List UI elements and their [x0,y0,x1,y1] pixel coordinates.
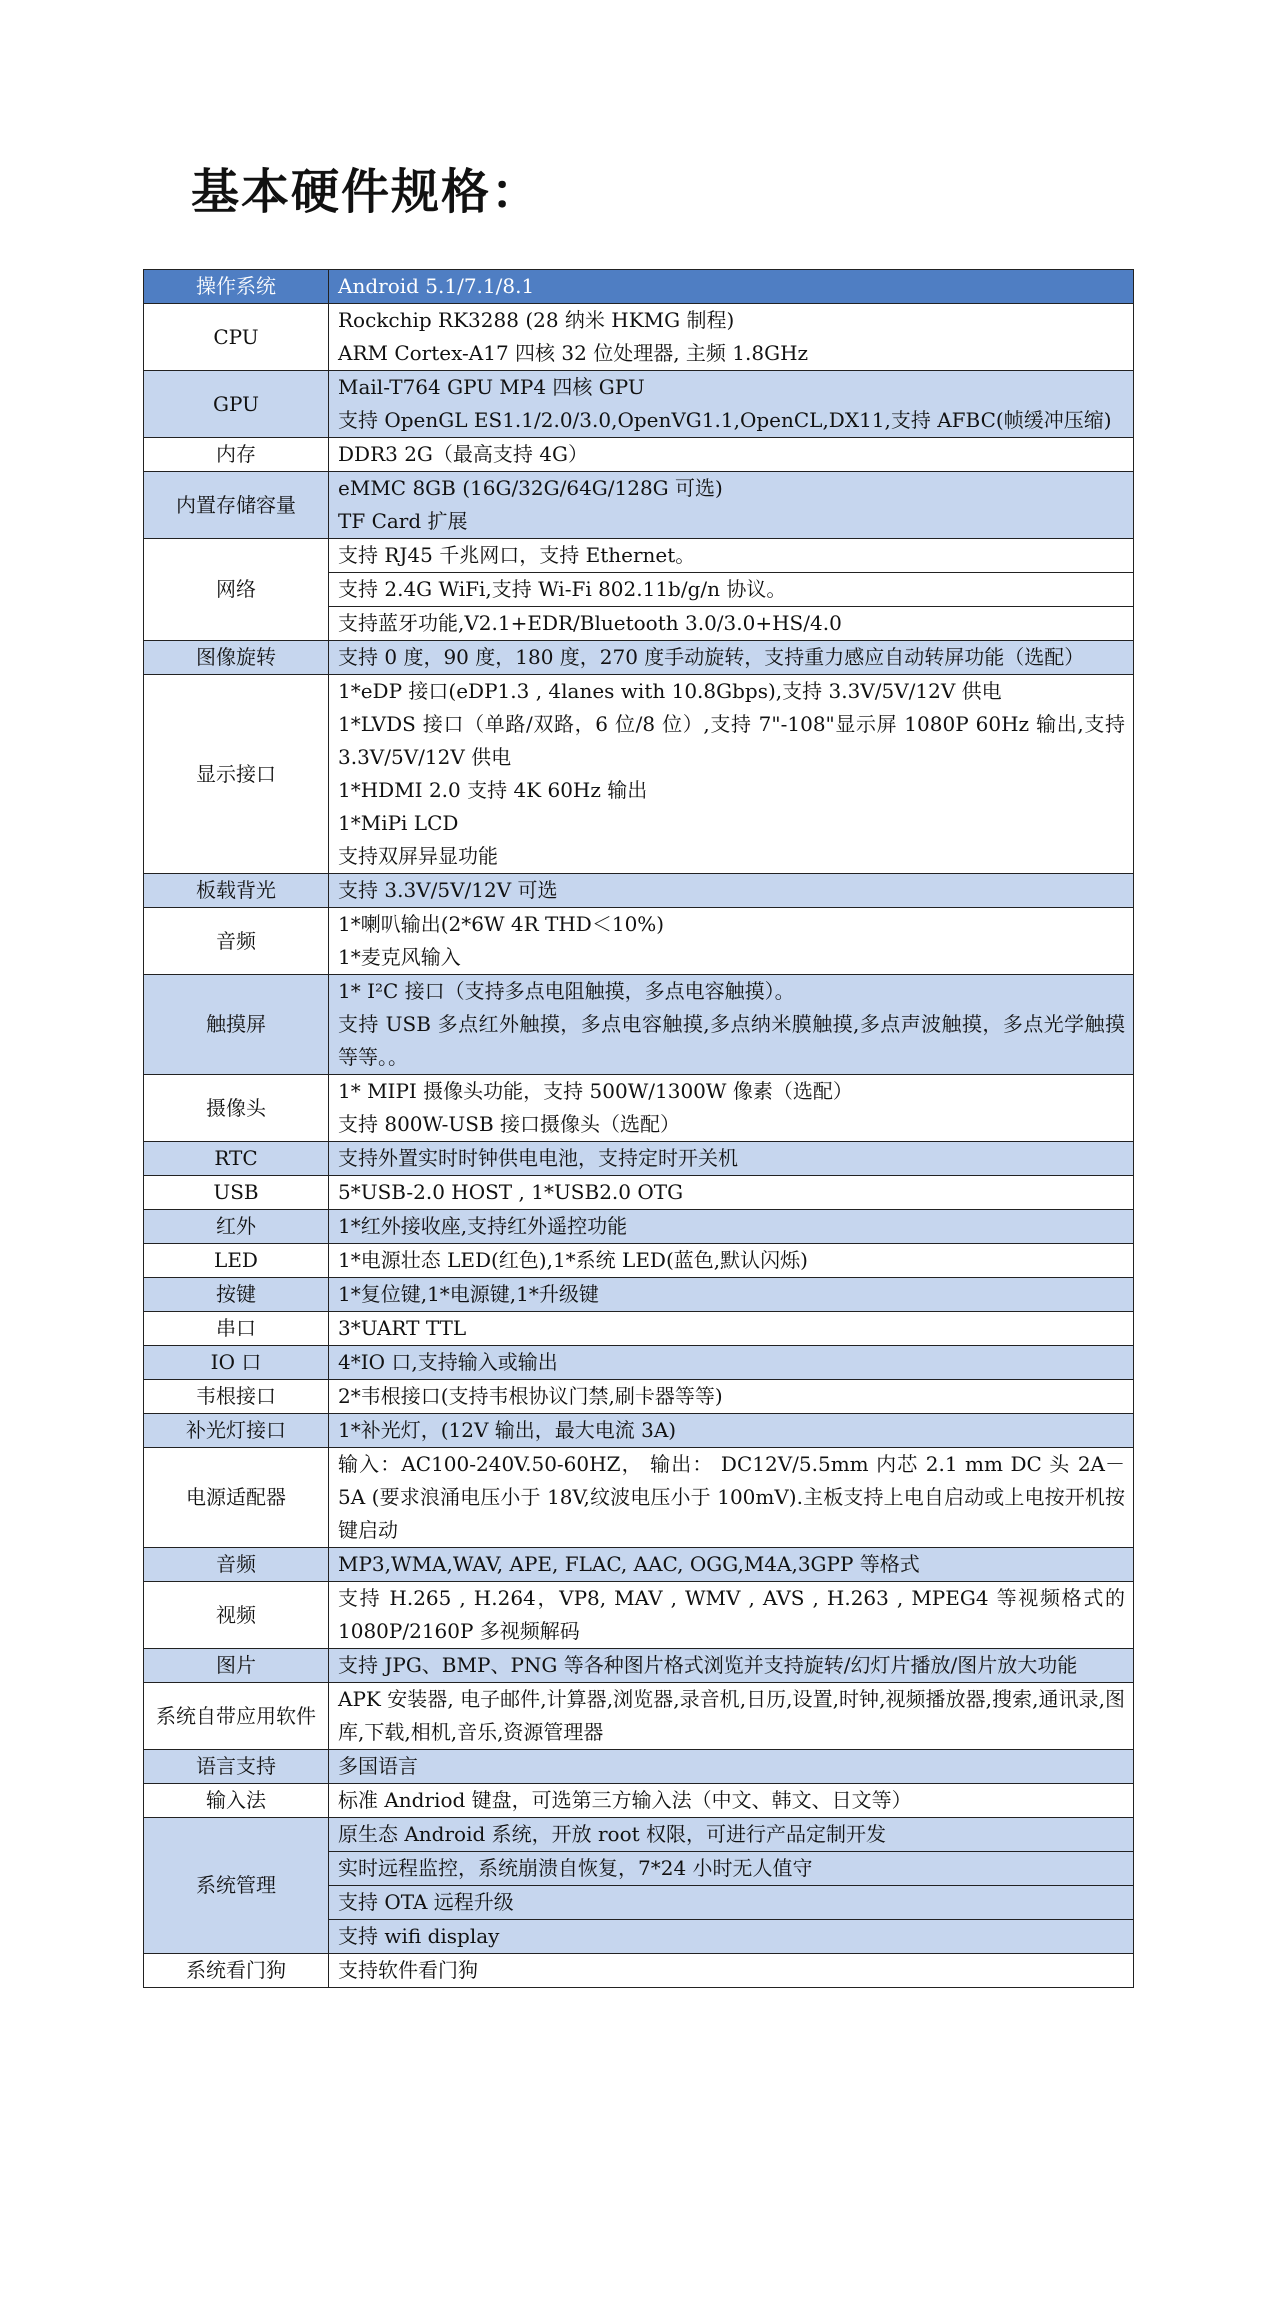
spec-value-line: 支持 3.3V/5V/12V 可选 [338,878,558,902]
spec-row [144,1380,1134,1414]
spec-value-line: MP3,WMA,WAV, APE, FLAC, AAC, OGG,M4A,3GPP 等格式 [338,1552,920,1576]
spec-label: 显示接口 [144,675,329,874]
spec-label: 摄像头 [144,1075,329,1142]
spec-label: 音频 [144,1548,329,1582]
spec-row [144,270,1134,304]
spec-value-line: 4*IO 口,支持输入或输出 [338,1350,558,1374]
spec-value-line: 1* MIPI 摄像头功能，支持 500W/1300W 像素（选配） [338,1079,853,1103]
spec-label: 触摸屏 [144,975,329,1075]
spec-row [144,1582,1134,1649]
spec-value [329,675,1134,874]
spec-table-body [144,270,1134,1988]
spec-value [329,1176,1134,1210]
spec-value-line: ARM Cortex-A17 四核 32 位处理器, 主频 1.8GHz [338,341,809,365]
spec-label: 音频 [144,908,329,975]
spec-row [144,1548,1134,1582]
spec-value-line: 1*HDMI 2.0 支持 4K 60Hz 输出 [338,778,648,802]
spec-row [144,539,1134,573]
spec-value [329,1380,1134,1414]
spec-row [144,438,1134,472]
spec-row [144,641,1134,675]
spec-value [329,908,1134,975]
spec-value-line: eMMC 8GB (16G/32G/64G/128G 可选) [338,476,723,500]
spec-value: 支持 wifi display [329,1920,1134,1954]
spec-value [329,371,1134,438]
spec-label: 语言支持 [144,1750,329,1784]
spec-value [329,1750,1134,1784]
spec-label: 输入法 [144,1784,329,1818]
spec-row [144,1448,1134,1548]
spec-value-line: 支持外置实时时钟供电电池，支持定时开关机 [338,1146,738,1170]
spec-row [144,1176,1134,1210]
spec-value-line: 支持双屏异显功能 [338,844,498,868]
spec-value-line: 1*eDP 接口(eDP1.3 , 4lanes with 10.8Gbps),支持 3.3V/5V/12V 供电 [338,679,1002,703]
spec-value-line: 1* I²C 接口（支持多点电阻触摸，多点电容触摸）。 [338,979,795,1003]
spec-label: 图像旋转 [144,641,329,675]
spec-value [329,1414,1134,1448]
spec-label: CPU [144,304,329,371]
spec-label: 按键 [144,1278,329,1312]
spec-value: 原生态 Android 系统，开放 root 权限，可进行产品定制开发 [329,1818,1134,1852]
spec-label: 补光灯接口 [144,1414,329,1448]
spec-value [329,304,1134,371]
spec-value [329,874,1134,908]
spec-row [144,1784,1134,1818]
spec-value [329,1548,1134,1582]
spec-value [329,1784,1134,1818]
spec-value-line: 标准 Andriod 键盘，可选第三方输入法（中文、韩文、日文等） [338,1788,912,1812]
spec-label: IO 口 [144,1346,329,1380]
spec-value [329,1210,1134,1244]
spec-value-line: 支持软件看门狗 [338,1958,478,1982]
spec-row [144,304,1134,371]
spec-value [329,1346,1134,1380]
spec-value-line: 3*UART TTL [338,1316,467,1340]
spec-row [144,975,1134,1075]
spec-row [144,1954,1134,1988]
spec-value [329,641,1134,675]
spec-value [329,1448,1134,1548]
spec-value-line: 5*USB-2.0 HOST , 1*USB2.0 OTG [338,1180,684,1204]
spec-value [329,1142,1134,1176]
spec-value-line: 2*韦根接口(支持韦根协议门禁,刷卡器等等) [338,1384,723,1408]
spec-value-line: 1*MiPi LCD [338,811,459,835]
spec-row [144,1750,1134,1784]
spec-label: RTC [144,1142,329,1176]
spec-value: 支持 OTA 远程升级 [329,1886,1134,1920]
spec-value: 支持蓝牙功能,V2.1+EDR/Bluetooth 3.0/3.0+HS/4.0 [329,607,1134,641]
spec-value: 实时远程监控，系统崩溃自恢复，7*24 小时无人值守 [329,1852,1134,1886]
spec-value-line: 多国语言 [338,1754,418,1778]
spec-value [329,1312,1134,1346]
spec-label: 网络 [144,539,329,641]
spec-table [143,269,1134,1988]
spec-row [144,1649,1134,1683]
spec-row [144,472,1134,539]
spec-row [144,1244,1134,1278]
spec-label: 系统管理 [144,1818,329,1954]
spec-row [144,1683,1134,1750]
spec-value-line: 支持 800W-USB 接口摄像头（选配） [338,1112,681,1136]
spec-value [329,1683,1134,1750]
spec-row [144,1210,1134,1244]
spec-value-line: Rockchip RK3288 (28 纳米 HKMG 制程) [338,308,735,332]
spec-label: LED [144,1244,329,1278]
spec-row [144,874,1134,908]
spec-label: 韦根接口 [144,1380,329,1414]
spec-value [329,1649,1134,1683]
spec-value [329,1244,1134,1278]
spec-value-line: Android 5.1/7.1/8.1 [338,274,535,298]
spec-label: 电源适配器 [144,1448,329,1548]
spec-value-line: 1*电源壮态 LED(红色),1*系统 LED(蓝色,默认闪烁) [338,1248,808,1272]
spec-row [144,1312,1134,1346]
spec-value-line: 支持 USB 多点红外触摸，多点电容触摸,多点纳米膜触摸,多点声波触摸，多点光学触摸等等。。 [338,1012,1125,1069]
spec-value [329,438,1134,472]
spec-value-line: 1*LVDS 接口（单路/双路，6 位/8 位）,支持 7"-108"显示屏 1080P 60Hz 输出,支持 3.3V/5V/12V 供电 [338,712,1125,769]
spec-value-line: Mail-T764 GPU MP4 四核 GPU [338,375,645,399]
spec-value-line: APK 安装器, 电子邮件,计算器,浏览器,录音机,日历,设置,时钟,视频播放器,搜索,通讯录,图库,下载,相机,音乐,资源管理器 [338,1687,1125,1744]
spec-value-line: 支持 H.265 , H.264，VP8, MAV , WMV , AVS , H.263 , MPEG4 等视频格式的 1080P/2160P 多视频解码 [338,1586,1125,1643]
spec-value [329,1075,1134,1142]
spec-value-line: 支持 JPG、BMP、PNG 等各种图片格式浏览并支持旋转/幻灯片播放/图片放大功能 [338,1653,1078,1677]
spec-value [329,975,1134,1075]
spec-value [329,472,1134,539]
spec-value-line: 输入：AC100-240V.50-60HZ， 输出： DC12V/5.5mm 内芯 2.1 mm DC 头 2A－5A (要求浪涌电压小于 18V,纹波电压小于 100mV).主板支持上电自启动或上电按开机按键启动 [338,1452,1125,1542]
spec-row [144,1414,1134,1448]
spec-row [144,1075,1134,1142]
spec-value: 支持 2.4G WiFi,支持 Wi-Fi 802.11b/g/n 协议。 [329,573,1134,607]
page-title: 基本硬件规格： [191,164,542,220]
spec-value [329,1278,1134,1312]
spec-label: 操作系统 [144,270,329,304]
spec-label: 系统自带应用软件 [144,1683,329,1750]
spec-row [144,1818,1134,1852]
spec-value [329,1582,1134,1649]
spec-value-line: 支持 0 度，90 度，180 度，270 度手动旋转，支持重力感应自动转屏功能（选配） [338,645,1085,669]
spec-value [329,270,1134,304]
spec-label: 串口 [144,1312,329,1346]
spec-label: 内存 [144,438,329,472]
spec-label: USB [144,1176,329,1210]
spec-row [144,1142,1134,1176]
spec-value-line: 支持 OpenGL ES1.1/2.0/3.0,OpenVG1.1,OpenCL,DX11,支持 AFBC(帧缓冲压缩) [338,408,1112,432]
spec-label: 内置存储容量 [144,472,329,539]
spec-row [144,908,1134,975]
spec-label: 视频 [144,1582,329,1649]
spec-value-line: 1*红外接收座,支持红外遥控功能 [338,1214,628,1238]
spec-label: 板载背光 [144,874,329,908]
spec-label: 系统看门狗 [144,1954,329,1988]
spec-row [144,371,1134,438]
spec-value-line: TF Card 扩展 [338,509,468,533]
spec-row [144,1346,1134,1380]
spec-value-line: 1*复位键,1*电源键,1*升级键 [338,1282,599,1306]
spec-value [329,1954,1134,1988]
spec-label: GPU [144,371,329,438]
spec-label: 图片 [144,1649,329,1683]
spec-value-line: 1*补光灯，(12V 输出，最大电流 3A) [338,1418,677,1442]
spec-value-line: 1*喇叭输出(2*6W 4R THD＜10%) [338,912,665,936]
spec-value: 支持 RJ45 千兆网口，支持 Ethernet。 [329,539,1134,573]
spec-row [144,675,1134,874]
spec-row [144,1278,1134,1312]
spec-value-line: DDR3 2G（最高支持 4G） [338,442,588,466]
spec-label: 红外 [144,1210,329,1244]
spec-value-line: 1*麦克风输入 [338,945,461,969]
